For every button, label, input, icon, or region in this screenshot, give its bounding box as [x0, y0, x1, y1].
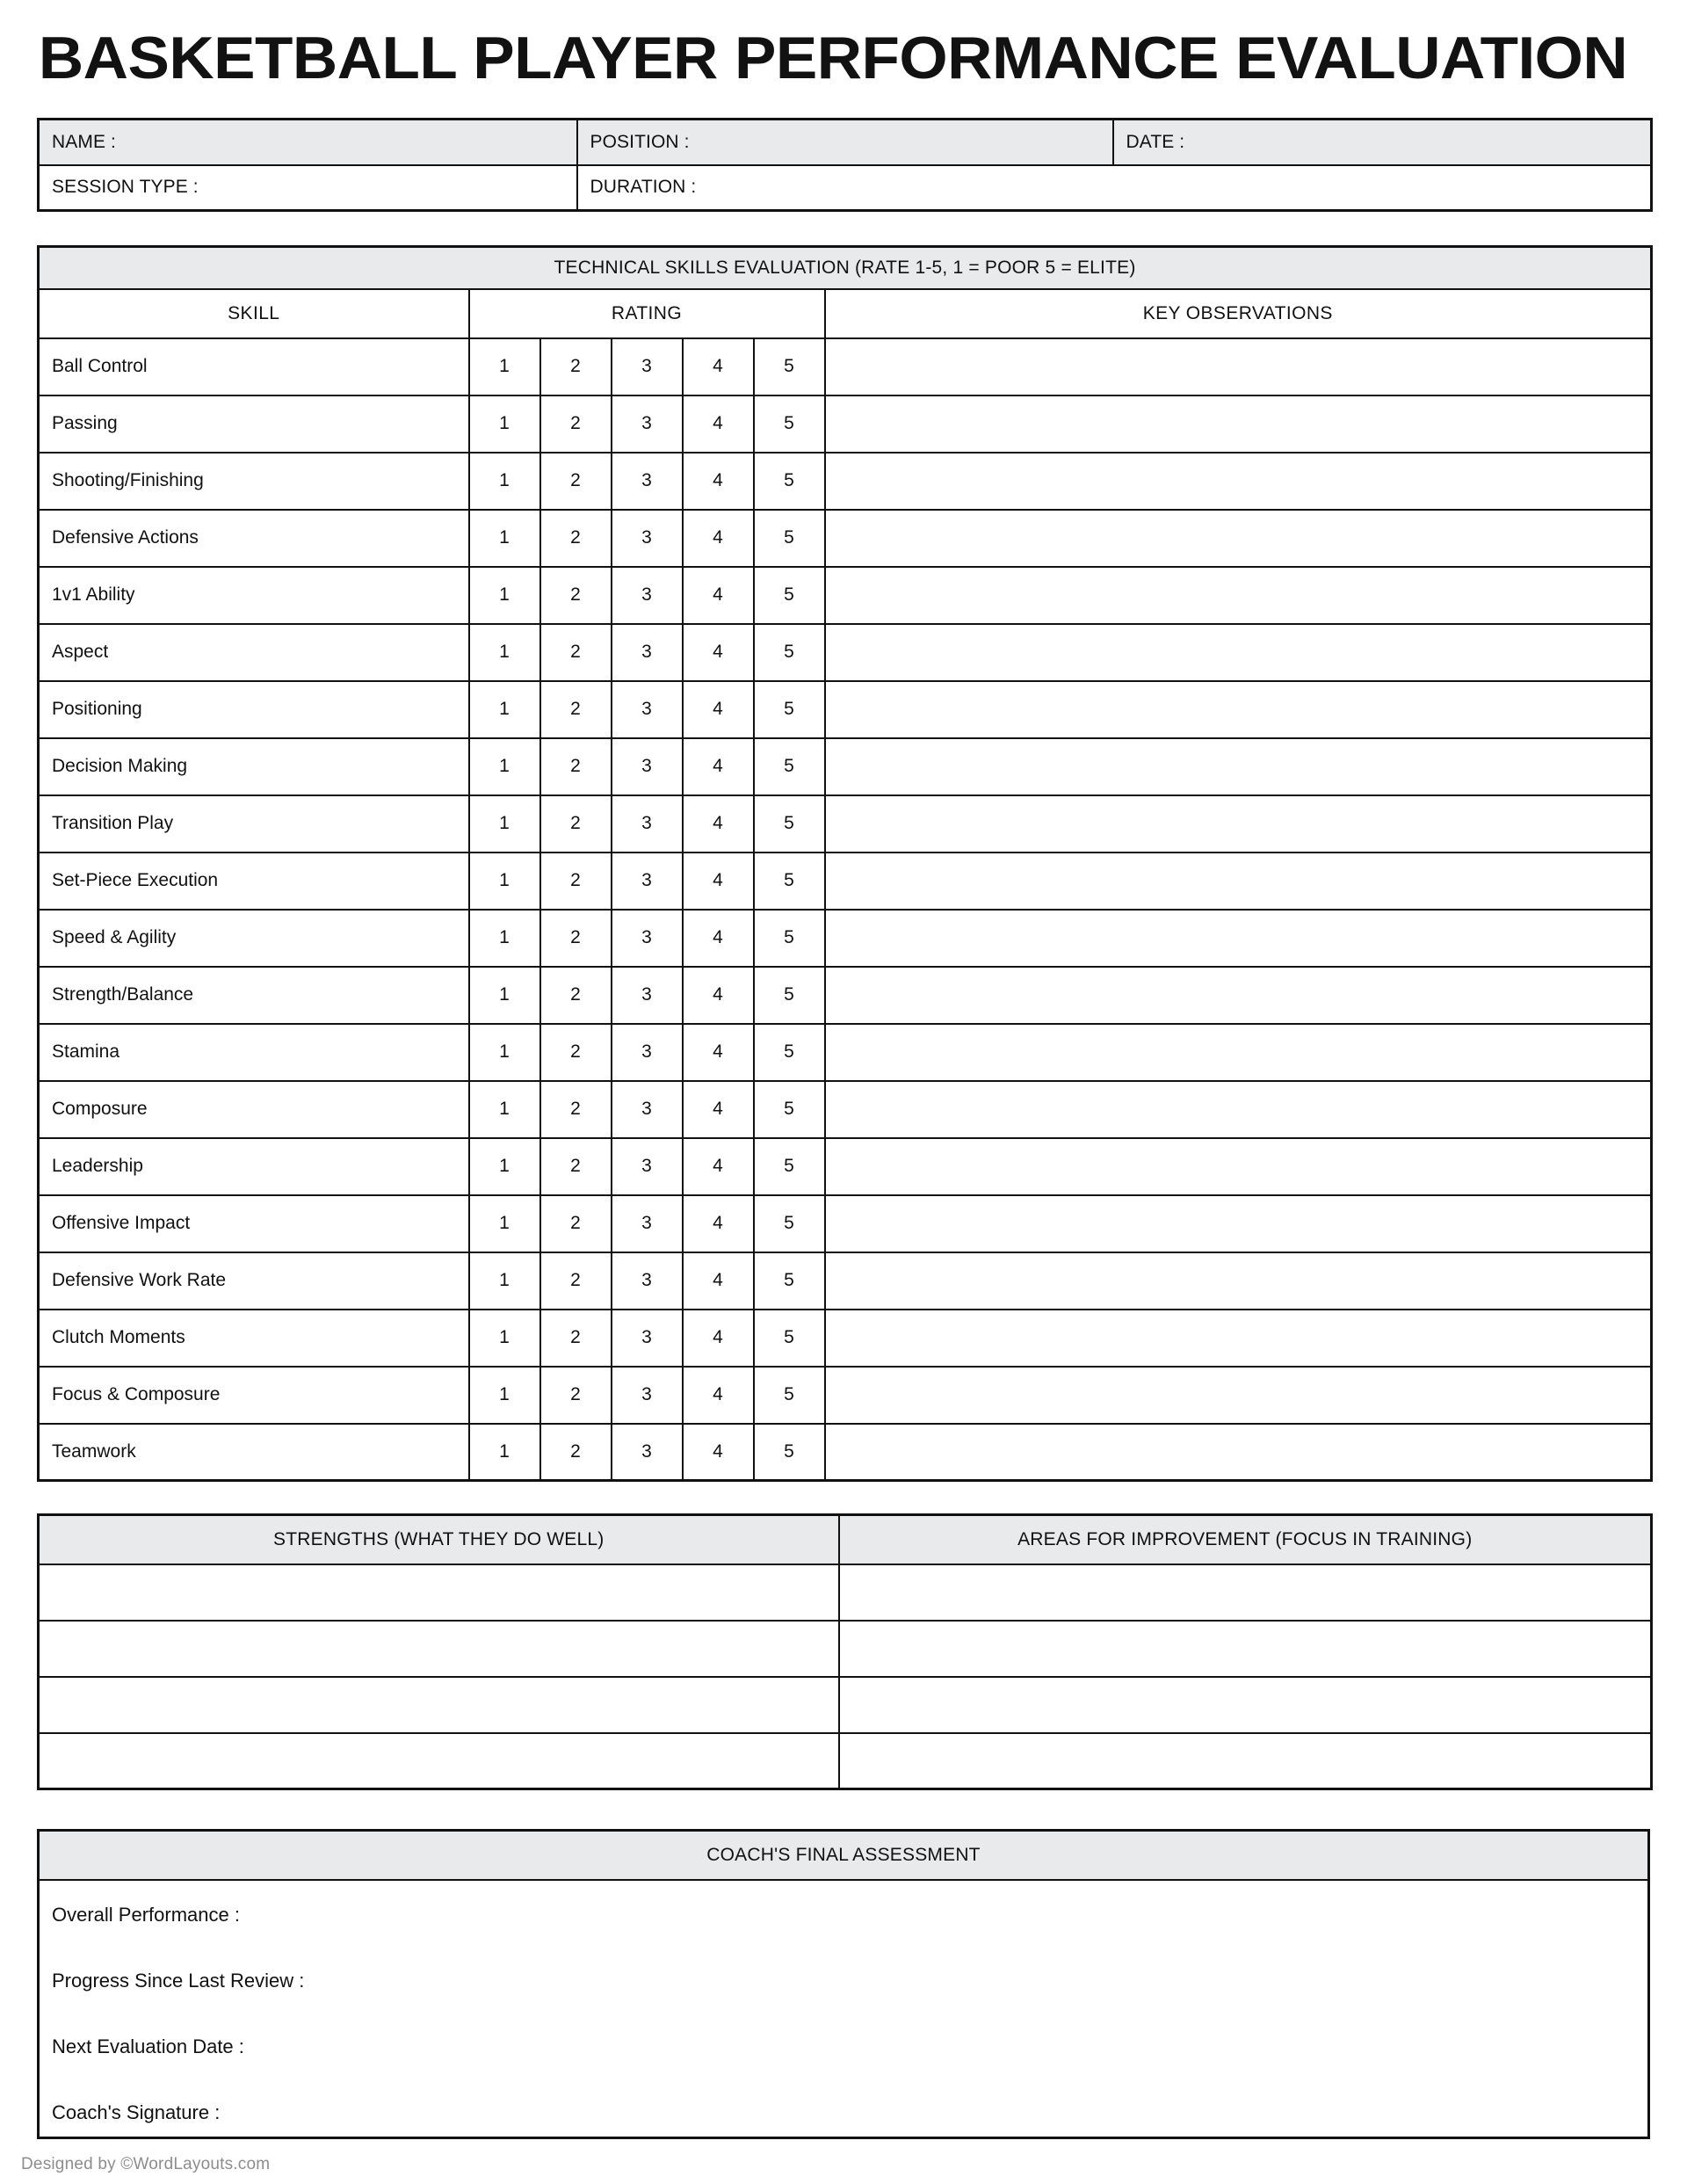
rating-option-2[interactable]: 2 [540, 1424, 612, 1481]
rating-option-5[interactable]: 5 [754, 1367, 825, 1424]
rating-option-2[interactable]: 2 [540, 510, 612, 567]
rating-option-1[interactable]: 1 [469, 1367, 540, 1424]
key-observations-cell[interactable] [825, 910, 1652, 967]
rating-option-3[interactable]: 3 [612, 681, 683, 738]
rating-option-3[interactable]: 3 [612, 1081, 683, 1138]
table-row [39, 1424, 1652, 1481]
rating-option-5[interactable]: 5 [754, 1195, 825, 1252]
key-observations-cell[interactable] [825, 1024, 1652, 1081]
key-observations-cell[interactable] [825, 853, 1652, 910]
duration-field[interactable]: DURATION : [577, 165, 1652, 211]
rating-option-3[interactable]: 3 [612, 738, 683, 795]
skill-name-cell: Stamina [39, 1024, 469, 1081]
rating-option-2[interactable]: 2 [540, 738, 612, 795]
rating-option-2[interactable]: 2 [540, 395, 612, 453]
rating-option-4[interactable]: 4 [683, 567, 754, 624]
rating-option-1[interactable]: 1 [469, 624, 540, 681]
rating-option-3[interactable]: 3 [612, 910, 683, 967]
table-row [39, 1310, 1652, 1367]
table-row [39, 1138, 1652, 1195]
rating-option-4[interactable]: 4 [683, 1195, 754, 1252]
improvement-entry-cell[interactable] [839, 1733, 1652, 1789]
key-observations-cell[interactable] [825, 453, 1652, 510]
skill-name-cell: Set-Piece Execution [39, 853, 469, 910]
rating-option-3[interactable]: 3 [612, 967, 683, 1024]
column-header-observations: KEY OBSERVATIONS [825, 289, 1652, 338]
rating-option-2[interactable]: 2 [540, 967, 612, 1024]
rating-option-4[interactable]: 4 [683, 1024, 754, 1081]
rating-option-4[interactable]: 4 [683, 1252, 754, 1310]
table-row [39, 338, 1652, 395]
improvement-entry-cell[interactable] [839, 1564, 1652, 1621]
skill-name-cell: Defensive Work Rate [39, 1252, 469, 1310]
key-observations-cell[interactable] [825, 1310, 1652, 1367]
table-row [39, 395, 1652, 453]
rating-option-1[interactable]: 1 [469, 681, 540, 738]
rating-option-3[interactable]: 3 [612, 795, 683, 853]
rating-option-5[interactable]: 5 [754, 738, 825, 795]
skills-header-row [39, 289, 1652, 338]
strength-entry-cell[interactable] [39, 1564, 839, 1621]
key-observations-cell[interactable] [825, 795, 1652, 853]
skills-banner: TECHNICAL SKILLS EVALUATION (RATE 1-5, 1 = POOR 5 = ELITE) [39, 247, 1652, 289]
rating-option-2[interactable]: 2 [540, 453, 612, 510]
rating-option-3[interactable]: 3 [612, 1310, 683, 1367]
rating-option-4[interactable]: 4 [683, 853, 754, 910]
skill-name-cell: Clutch Moments [39, 1310, 469, 1367]
rating-option-5[interactable]: 5 [754, 567, 825, 624]
skill-name-cell: Aspect [39, 624, 469, 681]
rating-option-1[interactable]: 1 [469, 1195, 540, 1252]
session-type-field[interactable]: SESSION TYPE : [39, 165, 577, 211]
skill-name-cell: Transition Play [39, 795, 469, 853]
coach-assessment-line[interactable]: Coach's Signature : [52, 2101, 221, 2123]
key-observations-cell[interactable] [825, 1195, 1652, 1252]
key-observations-cell[interactable] [825, 624, 1652, 681]
info-row-identity [39, 120, 1652, 165]
rating-option-5[interactable]: 5 [754, 681, 825, 738]
rating-option-3[interactable]: 3 [612, 624, 683, 681]
rating-option-2[interactable]: 2 [540, 1310, 612, 1367]
strength-entry-cell[interactable] [39, 1733, 839, 1789]
key-observations-cell[interactable] [825, 510, 1652, 567]
rating-option-4[interactable]: 4 [683, 795, 754, 853]
player-info-table [37, 118, 1653, 212]
table-row [39, 1733, 1652, 1789]
table-row [39, 910, 1652, 967]
table-row [39, 624, 1652, 681]
rating-option-4[interactable]: 4 [683, 624, 754, 681]
rating-option-5[interactable]: 5 [754, 1424, 825, 1481]
rating-option-5[interactable]: 5 [754, 853, 825, 910]
skill-name-cell: Ball Control [39, 338, 469, 395]
technical-skills-table [37, 245, 1653, 1482]
rating-option-5[interactable]: 5 [754, 1310, 825, 1367]
rating-option-1[interactable]: 1 [469, 1138, 540, 1195]
key-observations-cell[interactable] [825, 1367, 1652, 1424]
rating-option-1[interactable]: 1 [469, 967, 540, 1024]
skill-name-cell: Defensive Actions [39, 510, 469, 567]
coach-banner: COACH'S FINAL ASSESSMENT [39, 1831, 1649, 1880]
column-header-rating: RATING [469, 289, 825, 338]
strength-entry-cell[interactable] [39, 1677, 839, 1733]
strengths-header: STRENGTHS (WHAT THEY DO WELL) [39, 1515, 839, 1564]
rating-option-3[interactable]: 3 [612, 567, 683, 624]
info-row-session [39, 165, 1652, 211]
rating-option-5[interactable]: 5 [754, 1252, 825, 1310]
key-observations-cell[interactable] [825, 1424, 1652, 1481]
rating-option-1[interactable]: 1 [469, 395, 540, 453]
column-header-skill: SKILL [39, 289, 469, 338]
rating-option-3[interactable]: 3 [612, 1024, 683, 1081]
table-row [39, 1195, 1652, 1252]
improvement-entry-cell[interactable] [839, 1677, 1652, 1733]
table-row [39, 853, 1652, 910]
rating-option-5[interactable]: 5 [754, 395, 825, 453]
rating-option-4[interactable]: 4 [683, 1138, 754, 1195]
rating-option-5[interactable]: 5 [754, 510, 825, 567]
key-observations-cell[interactable] [825, 681, 1652, 738]
rating-option-5[interactable]: 5 [754, 338, 825, 395]
rating-option-1[interactable]: 1 [469, 567, 540, 624]
rating-option-1[interactable]: 1 [469, 1024, 540, 1081]
strength-entry-cell[interactable] [39, 1621, 839, 1677]
table-row [39, 453, 1652, 510]
rating-option-4[interactable]: 4 [683, 338, 754, 395]
rating-option-2[interactable]: 2 [540, 681, 612, 738]
strengths-header-row [39, 1515, 1652, 1564]
skill-name-cell: Strength/Balance [39, 967, 469, 1024]
rating-option-4[interactable]: 4 [683, 395, 754, 453]
rating-option-5[interactable]: 5 [754, 624, 825, 681]
skill-name-cell: Decision Making [39, 738, 469, 795]
rating-option-5[interactable]: 5 [754, 1081, 825, 1138]
rating-option-2[interactable]: 2 [540, 338, 612, 395]
rating-option-1[interactable]: 1 [469, 795, 540, 853]
coach-assessment-line[interactable]: Progress Since Last Review : [52, 1969, 305, 1992]
table-row [39, 681, 1652, 738]
strengths-improvement-table [37, 1513, 1653, 1790]
table-row [39, 567, 1652, 624]
skill-name-cell: Offensive Impact [39, 1195, 469, 1252]
table-row [39, 1621, 1652, 1677]
coach-assessment-line[interactable]: Overall Performance : [52, 1903, 240, 1926]
rating-option-3[interactable]: 3 [612, 395, 683, 453]
rating-option-4[interactable]: 4 [683, 1081, 754, 1138]
rating-option-4[interactable]: 4 [683, 1424, 754, 1481]
rating-option-1[interactable]: 1 [469, 738, 540, 795]
table-row [39, 738, 1652, 795]
rating-option-3[interactable]: 3 [612, 1367, 683, 1424]
table-row [39, 1024, 1652, 1081]
rating-option-4[interactable]: 4 [683, 681, 754, 738]
rating-option-2[interactable]: 2 [540, 624, 612, 681]
skill-name-cell: Focus & Composure [39, 1367, 469, 1424]
rating-option-2[interactable]: 2 [540, 1024, 612, 1081]
key-observations-cell[interactable] [825, 738, 1652, 795]
rating-option-4[interactable]: 4 [683, 738, 754, 795]
rating-option-2[interactable]: 2 [540, 795, 612, 853]
position-field[interactable]: POSITION : [577, 120, 1113, 165]
rating-option-3[interactable]: 3 [612, 1195, 683, 1252]
key-observations-cell[interactable] [825, 967, 1652, 1024]
rating-option-1[interactable]: 1 [469, 910, 540, 967]
rating-option-1[interactable]: 1 [469, 1252, 540, 1310]
footer-credit: Designed by ©WordLayouts.com [21, 2154, 271, 2173]
skill-name-cell: Shooting/Finishing [39, 453, 469, 510]
page-title: BASKETBALL PLAYER PERFORMANCE EVALUATION [38, 25, 1628, 91]
rating-option-5[interactable]: 5 [754, 795, 825, 853]
skill-name-cell: Speed & Agility [39, 910, 469, 967]
rating-option-5[interactable]: 5 [754, 1024, 825, 1081]
rating-option-3[interactable]: 3 [612, 510, 683, 567]
table-row [39, 510, 1652, 567]
rating-option-3[interactable]: 3 [612, 1138, 683, 1195]
rating-option-3[interactable]: 3 [612, 1252, 683, 1310]
key-observations-cell[interactable] [825, 1252, 1652, 1310]
rating-option-5[interactable]: 5 [754, 1138, 825, 1195]
skills-banner-row [39, 247, 1652, 289]
rating-option-1[interactable]: 1 [469, 853, 540, 910]
table-row [39, 1564, 1652, 1621]
table-row [39, 795, 1652, 853]
improvement-entry-cell[interactable] [839, 1621, 1652, 1677]
rating-option-4[interactable]: 4 [683, 1367, 754, 1424]
table-row [39, 1677, 1652, 1733]
rating-option-2[interactable]: 2 [540, 1367, 612, 1424]
rating-option-4[interactable]: 4 [683, 510, 754, 567]
rating-option-1[interactable]: 1 [469, 1081, 540, 1138]
rating-option-2[interactable]: 2 [540, 1081, 612, 1138]
table-row [39, 1367, 1652, 1424]
rating-option-1[interactable]: 1 [469, 338, 540, 395]
rating-option-2[interactable]: 2 [540, 853, 612, 910]
coach-assessment-fields[interactable] [39, 1880, 1649, 2138]
rating-option-5[interactable]: 5 [754, 453, 825, 510]
rating-option-4[interactable]: 4 [683, 967, 754, 1024]
skill-name-cell: Teamwork [39, 1424, 469, 1481]
rating-option-1[interactable]: 1 [469, 510, 540, 567]
rating-option-3[interactable]: 3 [612, 453, 683, 510]
skill-name-cell: Positioning [39, 681, 469, 738]
skill-name-cell: 1v1 Ability [39, 567, 469, 624]
rating-option-3[interactable]: 3 [612, 338, 683, 395]
coach-banner-row [39, 1831, 1649, 1880]
table-row [39, 967, 1652, 1024]
improvement-header: AREAS FOR IMPROVEMENT (FOCUS IN TRAINING) [839, 1515, 1652, 1564]
rating-option-2[interactable]: 2 [540, 567, 612, 624]
rating-option-5[interactable]: 5 [754, 967, 825, 1024]
key-observations-cell[interactable] [825, 567, 1652, 624]
key-observations-cell[interactable] [825, 1138, 1652, 1195]
rating-option-2[interactable]: 2 [540, 1138, 612, 1195]
rating-option-4[interactable]: 4 [683, 910, 754, 967]
skill-name-cell: Composure [39, 1081, 469, 1138]
skill-name-cell: Leadership [39, 1138, 469, 1195]
rating-option-1[interactable]: 1 [469, 1424, 540, 1481]
rating-option-5[interactable]: 5 [754, 910, 825, 967]
rating-option-4[interactable]: 4 [683, 1310, 754, 1367]
key-observations-cell[interactable] [825, 1081, 1652, 1138]
rating-option-3[interactable]: 3 [612, 1424, 683, 1481]
skill-name-cell: Passing [39, 395, 469, 453]
table-row [39, 1252, 1652, 1310]
rating-option-2[interactable]: 2 [540, 910, 612, 967]
rating-option-1[interactable]: 1 [469, 1310, 540, 1367]
rating-option-3[interactable]: 3 [612, 853, 683, 910]
coach-assessment-line[interactable]: Next Evaluation Date : [52, 2035, 244, 2057]
rating-option-2[interactable]: 2 [540, 1252, 612, 1310]
key-observations-cell[interactable] [825, 395, 1652, 453]
rating-option-1[interactable]: 1 [469, 453, 540, 510]
name-field[interactable]: NAME : [39, 120, 577, 165]
coach-body-row [39, 1880, 1649, 2138]
rating-option-2[interactable]: 2 [540, 1195, 612, 1252]
key-observations-cell[interactable] [825, 338, 1652, 395]
rating-option-4[interactable]: 4 [683, 453, 754, 510]
coach-final-assessment-table [37, 1829, 1650, 2139]
table-row [39, 1081, 1652, 1138]
date-field[interactable]: DATE : [1113, 120, 1652, 165]
